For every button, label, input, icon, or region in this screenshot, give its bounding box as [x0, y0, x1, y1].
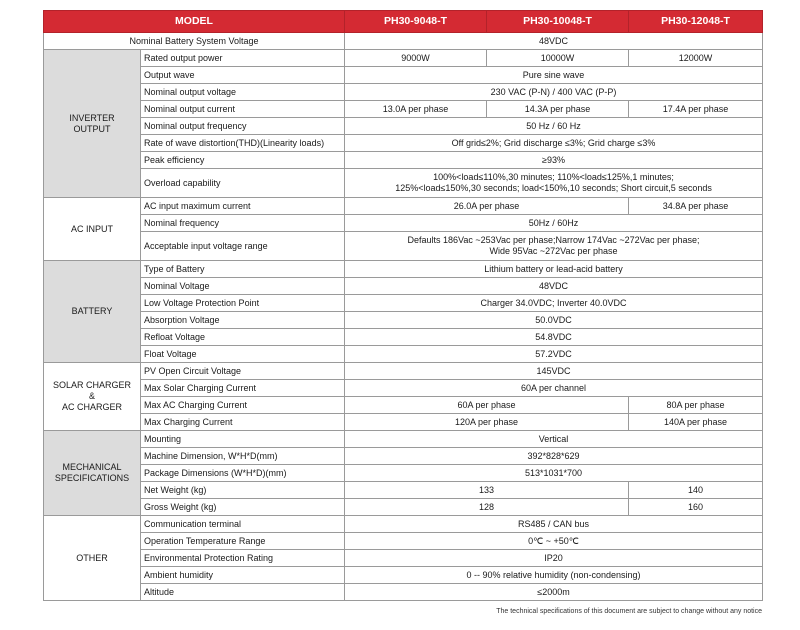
table-row — [44, 33, 763, 50]
model-header: MODEL — [44, 11, 345, 33]
table-row — [44, 584, 763, 601]
param-value: 50.0VDC — [345, 312, 763, 329]
table-row — [44, 198, 763, 215]
param-label: Communication terminal — [141, 516, 345, 533]
param-label: Net Weight (kg) — [141, 482, 345, 499]
table-row — [44, 152, 763, 169]
voltage-range-line-2: Wide 95Vac ~272Vac per phase — [489, 246, 618, 256]
table-row — [44, 431, 763, 448]
param-value: 34.8A per phase — [629, 198, 763, 215]
param-label: Overload capability — [141, 169, 345, 198]
param-value: 17.4A per phase — [629, 101, 763, 118]
overload-line-1: 100%<load≤110%,30 minutes; 110%<load≤125%,1 minutes; — [433, 172, 674, 182]
param-value: ≤2000m — [345, 584, 763, 601]
param-value: 50Hz / 60Hz — [345, 215, 763, 232]
param-value: 0℃ ~ +50℃ — [345, 533, 763, 550]
table-row — [44, 448, 763, 465]
param-label: Nominal Voltage — [141, 278, 345, 295]
param-label: Gross Weight (kg) — [141, 499, 345, 516]
param-value: Pure sine wave — [345, 67, 763, 84]
param-label: Rate of wave distortion(THD)(Linearity loads) — [141, 135, 345, 152]
param-label: Absorption Voltage — [141, 312, 345, 329]
param-value — [345, 169, 763, 198]
param-label: Nominal frequency — [141, 215, 345, 232]
table-row — [44, 118, 763, 135]
spec-table — [43, 10, 763, 601]
param-value: 140 — [629, 482, 763, 499]
model-header-2: PH30-10048-T — [487, 11, 629, 33]
param-value: 160 — [629, 499, 763, 516]
param-value: 392*828*629 — [345, 448, 763, 465]
param-value: 0 -- 90% relative humidity (non-condensing) — [345, 567, 763, 584]
param-label: Package Dimensions (W*H*D)(mm) — [141, 465, 345, 482]
param-value: 54.8VDC — [345, 329, 763, 346]
param-value: 145VDC — [345, 363, 763, 380]
param-label: Float Voltage — [141, 346, 345, 363]
param-value: 60A per channel — [345, 380, 763, 397]
category-label: SPECIFICATIONS — [54, 473, 130, 483]
header-row — [44, 11, 763, 33]
param-value: Lithium battery or lead-acid battery — [345, 261, 763, 278]
category-ac-input: AC INPUT — [44, 198, 141, 261]
param-value: 140A per phase — [629, 414, 763, 431]
table-row — [44, 50, 763, 67]
table-row — [44, 465, 763, 482]
category-other: OTHER — [44, 516, 141, 601]
table-row — [44, 397, 763, 414]
param-label: Machine Dimension, W*H*D(mm) — [141, 448, 345, 465]
table-row — [44, 67, 763, 84]
param-value: 9000W — [345, 50, 487, 67]
param-label: Max AC Charging Current — [141, 397, 345, 414]
table-row — [44, 169, 763, 198]
param-label: Peak efficiency — [141, 152, 345, 169]
table-row — [44, 346, 763, 363]
param-value: 513*1031*700 — [345, 465, 763, 482]
model-header-3: PH30-12048-T — [629, 11, 763, 33]
category-label: INVERTER — [69, 112, 115, 123]
param-value — [345, 232, 763, 261]
table-row — [44, 278, 763, 295]
category-inverter-output — [44, 50, 141, 198]
param-value: Vertical — [345, 431, 763, 448]
table-row — [44, 482, 763, 499]
param-value: ≥93% — [345, 152, 763, 169]
param-value: 120A per phase — [345, 414, 629, 431]
overload-line-2: 125%<load≤150%,30 seconds; load<150%,10 seconds; Short circuit,5 seconds — [395, 183, 712, 193]
table-row — [44, 499, 763, 516]
table-row — [44, 380, 763, 397]
category-solar-charger — [44, 363, 141, 431]
disclaimer-notice: The technical specifications of this document are subject to change without any notice — [496, 608, 762, 615]
param-value: 14.3A per phase — [487, 101, 629, 118]
param-value: 26.0A per phase — [345, 198, 629, 215]
param-value: 80A per phase — [629, 397, 763, 414]
param-label: Max Solar Charging Current — [141, 380, 345, 397]
table-row — [44, 135, 763, 152]
param-value: IP20 — [345, 550, 763, 567]
param-value: Charger 34.0VDC; Inverter 40.0VDC — [345, 295, 763, 312]
param-value: 13.0A per phase — [345, 101, 487, 118]
param-value: RS485 / CAN bus — [345, 516, 763, 533]
param-label: AC input maximum current — [141, 198, 345, 215]
category-mechanical — [44, 431, 141, 516]
nominal-battery-voltage-label: Nominal Battery System Voltage — [44, 33, 345, 50]
category-label: OUTPUT — [73, 123, 111, 134]
param-label: Acceptable input voltage range — [141, 232, 345, 261]
param-value: 12000W — [629, 50, 763, 67]
param-label: PV Open Circuit Voltage — [141, 363, 345, 380]
table-row — [44, 329, 763, 346]
table-row — [44, 312, 763, 329]
param-label: Nominal output frequency — [141, 118, 345, 135]
table-row — [44, 215, 763, 232]
param-label: Mounting — [141, 431, 345, 448]
param-label: Refloat Voltage — [141, 329, 345, 346]
table-row — [44, 414, 763, 431]
table-row — [44, 567, 763, 584]
param-label: Environmental Protection Rating — [141, 550, 345, 567]
param-value: 10000W — [487, 50, 629, 67]
param-value: Off grid≤2%; Grid discharge ≤3%; Grid charge ≤3% — [345, 135, 763, 152]
param-value: 50 Hz / 60 Hz — [345, 118, 763, 135]
nominal-battery-voltage-value: 48VDC — [345, 33, 763, 50]
param-label: Type of Battery — [141, 261, 345, 278]
param-value: 57.2VDC — [345, 346, 763, 363]
param-value: 230 VAC (P-N) / 400 VAC (P-P) — [345, 84, 763, 101]
category-label: AC CHARGER — [61, 402, 122, 412]
voltage-range-line-1: Defaults 186Vac ~253Vac per phase;Narrow 174Vac ~272Vac per phase; — [407, 235, 700, 245]
param-label: Ambient humidity — [141, 567, 345, 584]
param-label: Nominal output current — [141, 101, 345, 118]
param-label: Altitude — [141, 584, 345, 601]
category-label: & — [88, 391, 95, 401]
table-row — [44, 295, 763, 312]
model-header-1: PH30-9048-T — [345, 11, 487, 33]
table-row — [44, 84, 763, 101]
param-label: Operation Temperature Range — [141, 533, 345, 550]
param-value: 133 — [345, 482, 629, 499]
param-label: Rated output power — [141, 50, 345, 67]
table-row — [44, 533, 763, 550]
param-label: Max Charging Current — [141, 414, 345, 431]
param-value: 128 — [345, 499, 629, 516]
category-label: MECHANICAL — [62, 462, 122, 472]
param-value: 48VDC — [345, 278, 763, 295]
table-row — [44, 516, 763, 533]
category-battery: BATTERY — [44, 261, 141, 363]
param-value: 60A per phase — [345, 397, 629, 414]
param-label: Output wave — [141, 67, 345, 84]
table-row — [44, 101, 763, 118]
table-row — [44, 550, 763, 567]
category-label: SOLAR CHARGER — [52, 380, 132, 390]
table-row — [44, 363, 763, 380]
table-row — [44, 261, 763, 278]
param-label: Low Voltage Protection Point — [141, 295, 345, 312]
param-label: Nominal output voltage — [141, 84, 345, 101]
table-row — [44, 232, 763, 261]
